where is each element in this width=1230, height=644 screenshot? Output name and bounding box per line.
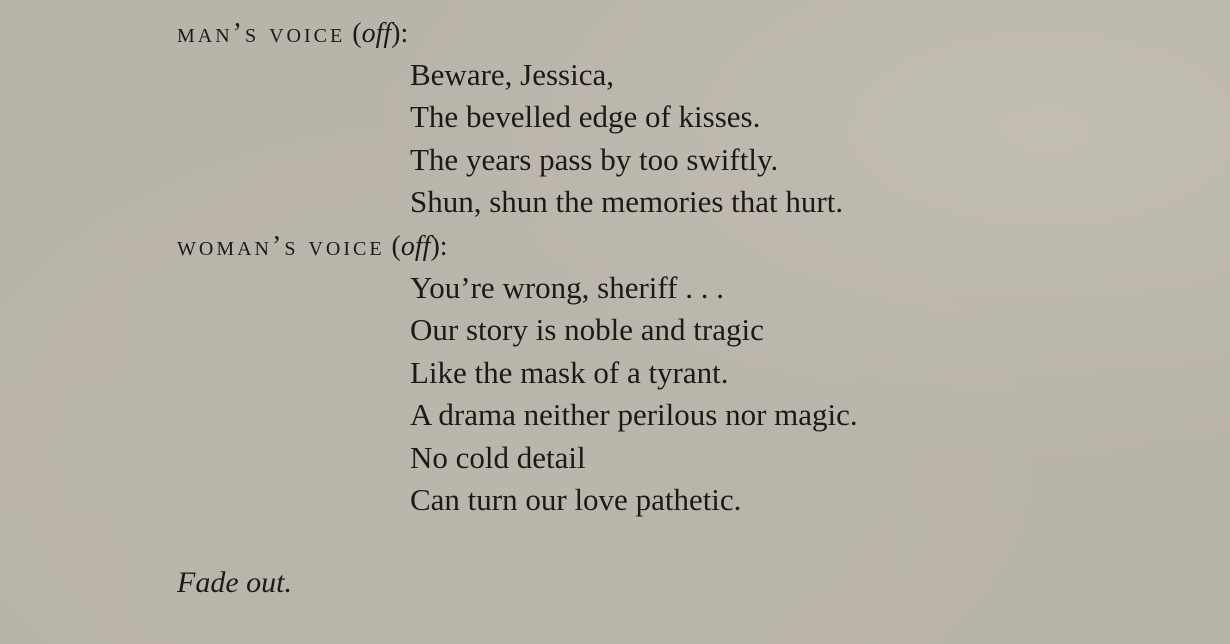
speaker-heading-woman [177,229,448,265]
verse-line: Beware, Jessica, [410,57,614,92]
verse-woman [410,269,858,523]
verse-line: Can turn our love pathetic. [410,481,742,517]
speaker-heading-man [177,16,408,52]
speaker-name: woman’s voice [177,231,385,262]
stage-direction: Fade out. [177,566,292,599]
close-paren: ): [430,231,448,262]
verse-line: Shun, shun the memories that hurt. [410,184,844,220]
verse-line: A drama neither perilous nor magic. [410,397,858,433]
open-paren: ( [345,18,362,49]
close-paren: ): [391,18,409,49]
verse-line: Our story is noble and tragic [410,312,764,348]
verse-man [410,56,843,226]
open-paren: ( [384,231,401,262]
verse-line: The bevelled edge of kisses. [410,99,761,135]
verse-line: The years pass by too swiftly. [410,141,779,177]
speaker-name: man’s voice [177,18,346,49]
off-marker: off [361,18,392,49]
verse-line: No cold detail [410,439,586,475]
verse-line: You’re wrong, sheriff . . . [410,270,724,305]
verse-line: Like the mask of a tyrant. [410,354,729,390]
off-marker: off [400,231,431,262]
